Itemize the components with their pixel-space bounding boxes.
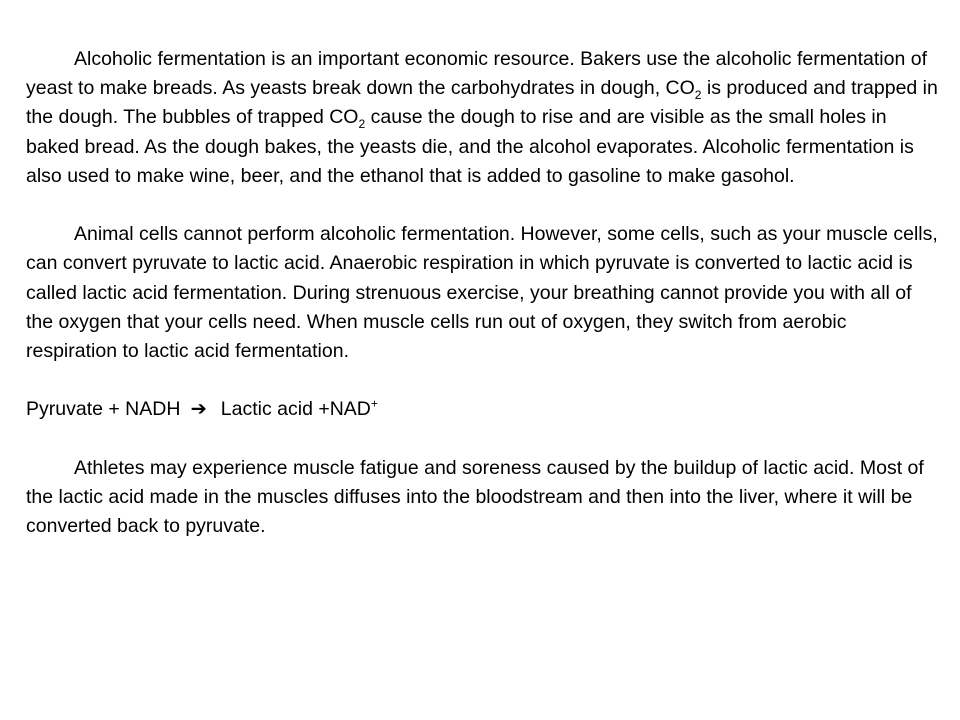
- nad-plus-superscript: +: [370, 396, 378, 411]
- paragraph-lactic-acid-fermentation: Animal cells cannot perform alcoholic fermentation. However, some cells, such as your muscle cells, can convert pyruvate to lactic acid. Anaerobic respiration in which pyruvate is converted to lactic acid is called lactic acid fermentation. During strenuous exercise, your breathing cannot provide you with all of the oxygen that your cells need. When muscle cells run out of oxygen, they switch from aerobic respiration to lactic acid fermentation.: [26, 223, 938, 363]
- paragraph1-text-part1: Alcoholic fermentation is an important economic resource. Bakers use the alcoholic fermentation of yeast to make breads. As yeasts break down the carbohydrates in dough, CO: [26, 48, 928, 100]
- paragraph-spacer: [26, 191, 941, 220]
- equation-reactants: Pyruvate + NADH: [26, 398, 181, 421]
- paragraph1-text-part2: is produced and trapped in the dough. The bubbles of trapped CO: [26, 77, 938, 129]
- paragraph-spacer: [26, 366, 941, 395]
- equation-products: Lactic acid +NAD: [220, 398, 371, 421]
- lactic-acid-equation: [26, 395, 941, 424]
- paragraph-spacer: [26, 425, 941, 454]
- paragraph-muscle-fatigue: Athletes may experience muscle fatigue and soreness caused by the buildup of lactic acid. Most of the lactic acid made in the muscles diffuses into the bloodstream and then into the liver, where it will be converted back to pyruvate.: [26, 456, 924, 538]
- co2-subscript: 2: [358, 117, 366, 132]
- paragraph1-text-part3: cause the dough to rise and are visible as the small holes in baked bread. As the dough bakes, the yeasts die, and the alcohol evaporates. Alcoholic fermentation is also used to make wine, beer, and the ethanol that is added to gasoline to make gasohol.: [26, 106, 914, 187]
- document-body: [26, 45, 941, 541]
- paragraph-alcoholic-fermentation: [26, 45, 941, 191]
- co2-subscript: 2: [694, 88, 702, 103]
- arrow-right-icon: ➔: [190, 398, 207, 421]
